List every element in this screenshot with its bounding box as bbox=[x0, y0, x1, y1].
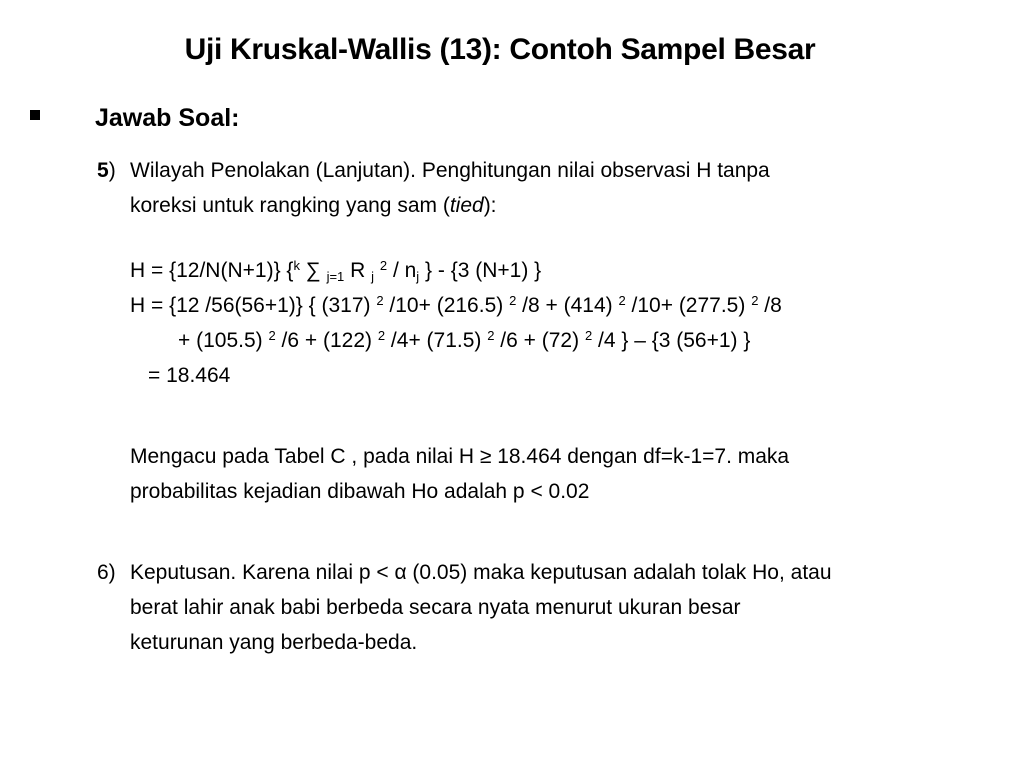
section-heading: Jawab Soal: bbox=[95, 104, 240, 132]
item-6-text bbox=[130, 555, 1010, 660]
bullet-square-icon bbox=[30, 110, 40, 120]
item-6-number: 6) bbox=[97, 561, 116, 584]
formula-line-3: + (105.5) $^2$ /6 + (122) $^2$ /4+ (71.5) $^2$ /6 + (72) $^2$ /4 } – {3 (56+1) } bbox=[178, 328, 751, 352]
item-6-line-2: berat lahir anak babi berbeda secara nyata menurut ukuran besar bbox=[130, 596, 741, 619]
item-5-line-2: koreksi untuk rangking yang sam (tied): bbox=[130, 194, 497, 217]
item-5-number: 5) bbox=[97, 159, 116, 182]
formula-result: = 18.464 bbox=[148, 364, 231, 387]
reference-paragraph bbox=[130, 439, 1010, 509]
formula-line-1: H = {12/N(N+1)} {$^k$ ∑ $_{j=1}$ R $_j$ $^2 / n_j$ } - {3 (N+1) } bbox=[130, 258, 542, 284]
formula-block bbox=[130, 253, 1010, 393]
slide-title: Uji Kruskal-Wallis (13): Contoh Sampel Besar bbox=[184, 33, 816, 66]
reference-line-2: probabilitas kejadian dibawah Ho adalah p < 0.02 bbox=[130, 480, 590, 503]
item-6-line-1: Keputusan. Karena nilai p < α (0.05) maka keputusan adalah tolak Ho, atau bbox=[130, 561, 832, 584]
item-6-line-3: keturunan yang berbeda-beda. bbox=[130, 631, 418, 654]
item-5-text bbox=[130, 153, 1010, 223]
item-5-line-1: Wilayah Penolakan (Lanjutan). Penghitungan nilai observasi H tanpa bbox=[130, 159, 770, 182]
reference-line-1: Mengacu pada Tabel C , pada nilai H ≥ 18.464 dengan df=k-1=7. maka bbox=[130, 445, 790, 468]
formula-line-2: H = {12 /56(56+1)} { (317) $^2$ /10+ (216.5) $^2$ /8 + (414) $^2$ /10+ (277.5) $^2$ /8 bbox=[130, 293, 782, 317]
